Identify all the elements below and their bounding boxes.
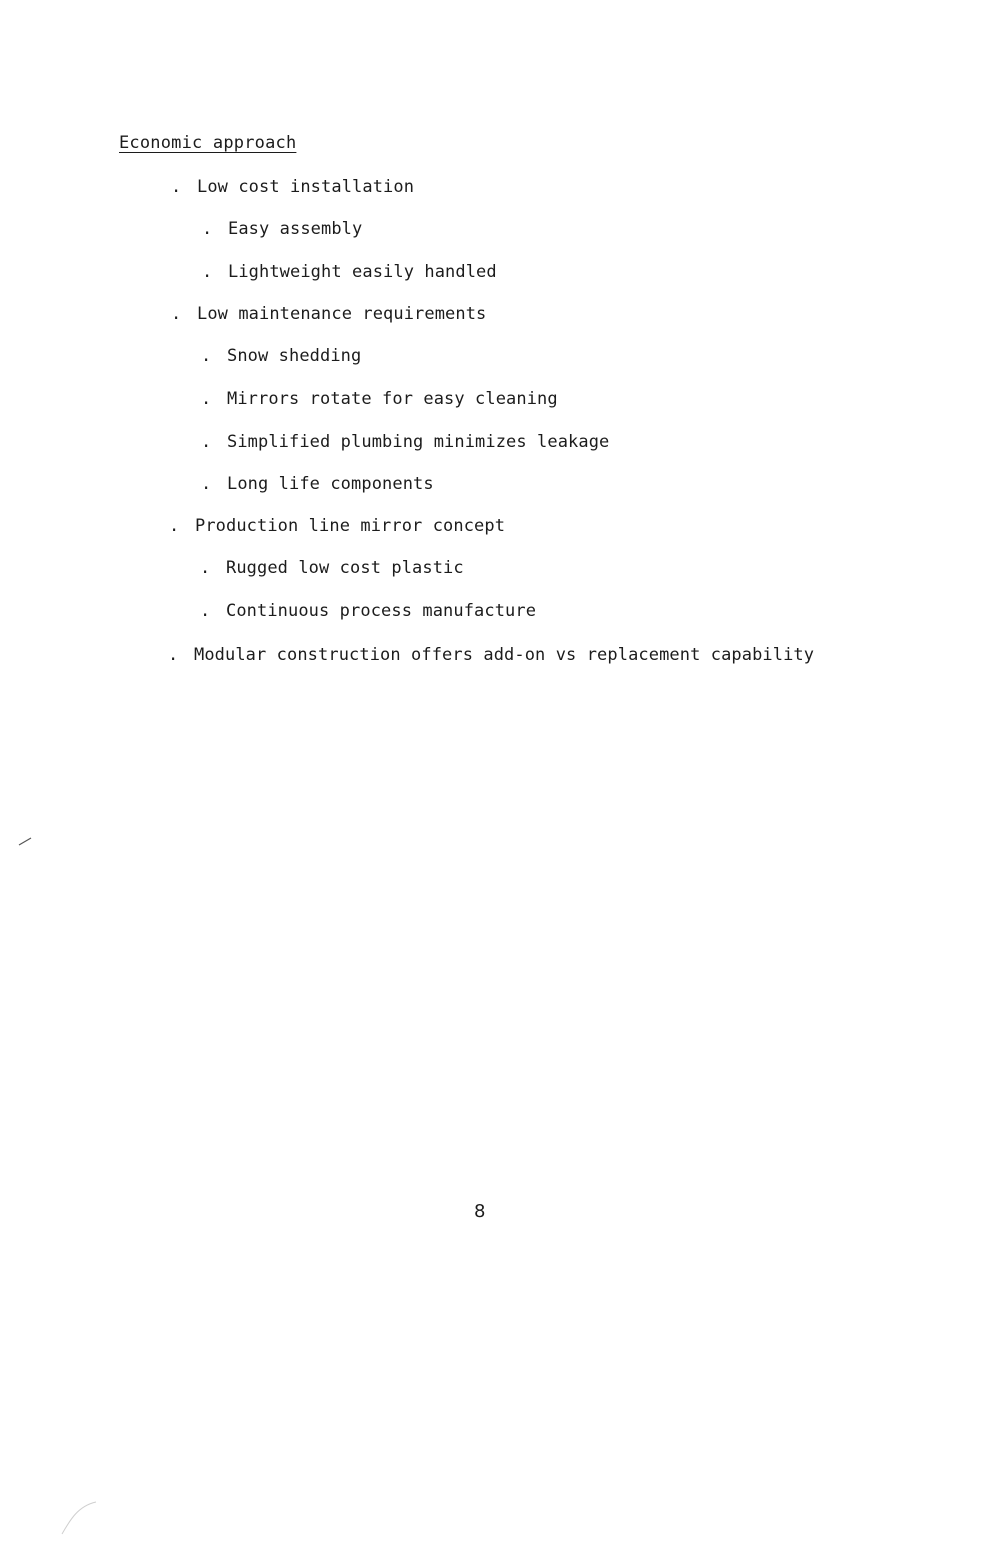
list-item-text: Low cost installation [197, 177, 415, 197]
list-item [201, 474, 434, 494]
bullet: . [171, 177, 182, 197]
list-item-text: Mirrors rotate for easy cleaning [227, 389, 558, 409]
bullet: . [201, 346, 212, 366]
list-item-text: Continuous process manufacture [226, 601, 537, 621]
bullet: . [200, 601, 211, 621]
list-item [169, 516, 505, 536]
list-item-text: Long life components [227, 474, 434, 494]
list-item [202, 262, 497, 282]
bullet: . [169, 516, 180, 536]
list-item-text: Simplified plumbing minimizes leakage [227, 432, 610, 452]
stray-mark [19, 838, 31, 845]
list-item [200, 601, 536, 621]
bullet: . [200, 558, 211, 578]
list-item [201, 346, 361, 366]
list-item [168, 645, 814, 665]
bullet: . [201, 432, 212, 452]
page-number: 8 [474, 1201, 486, 1222]
stray-mark [62, 1502, 96, 1534]
bullet: . [202, 219, 213, 239]
list-item [202, 219, 362, 239]
section-heading: Economic approach [119, 133, 297, 153]
bullet: . [201, 389, 212, 409]
list-item [171, 177, 414, 197]
list-item-text: Snow shedding [227, 346, 362, 366]
list-item-text: Modular construction offers add-on vs replacement capability [194, 645, 815, 665]
list-item [201, 389, 558, 409]
list-item-text: Low maintenance requirements [197, 304, 487, 324]
bullet: . [168, 645, 179, 665]
list-item-text: Production line mirror concept [195, 516, 506, 536]
list-item-text: Rugged low cost plastic [226, 558, 464, 578]
bullet: . [171, 304, 182, 324]
list-item [200, 558, 464, 578]
list-item-text: Lightweight easily handled [228, 262, 497, 282]
list-item [171, 304, 486, 324]
bullet: . [202, 262, 213, 282]
list-item-text: Easy assembly [228, 219, 363, 239]
bullet: . [201, 474, 212, 494]
list-item [201, 432, 609, 452]
